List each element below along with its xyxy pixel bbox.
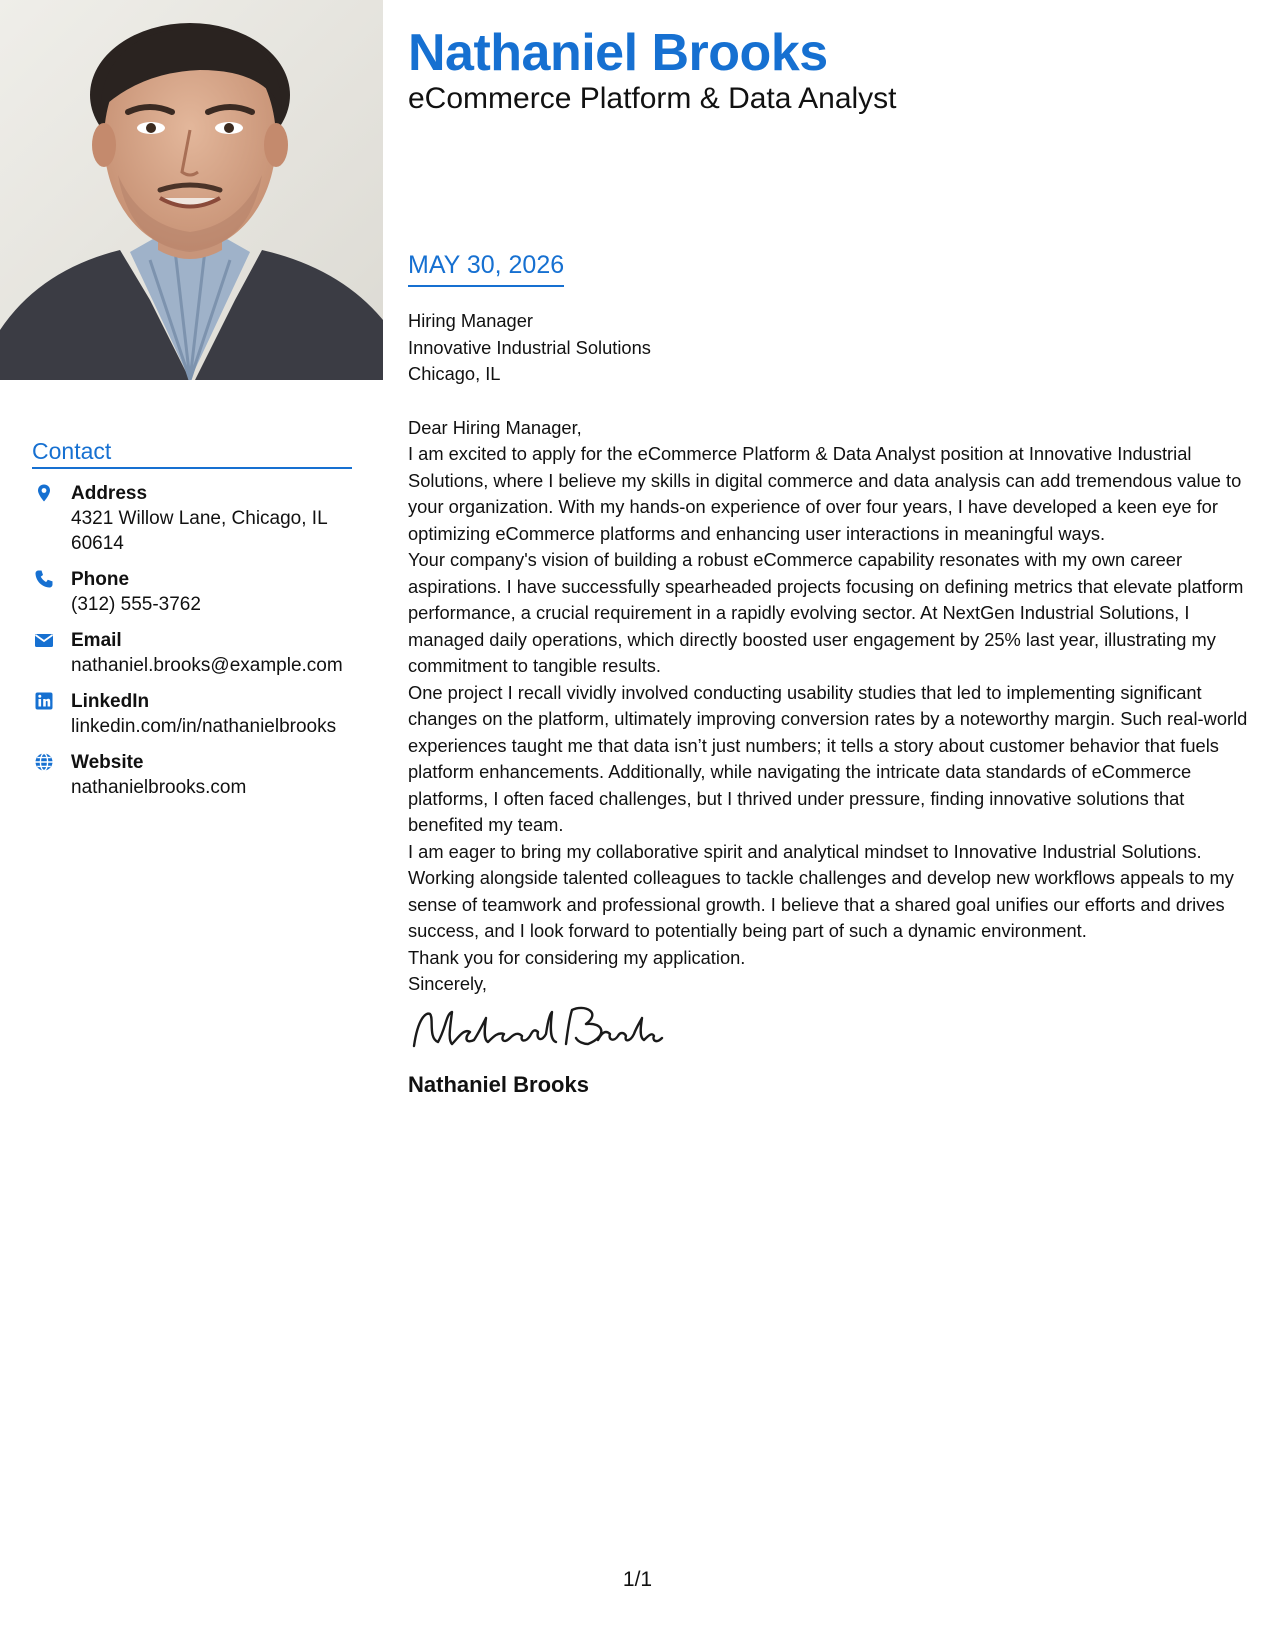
candidate-role: eCommerce Platform & Data Analyst — [408, 82, 897, 115]
contact-label: Phone — [71, 569, 130, 590]
contact-label: Website — [71, 752, 144, 773]
contact-item-website — [32, 750, 352, 800]
contact-item-address — [32, 481, 352, 556]
recipient-company: Innovative Industrial Solutions — [408, 336, 651, 358]
recipient-block — [408, 308, 1250, 388]
contact-value: (312) 555-3762 — [71, 594, 201, 615]
signature-image — [408, 998, 668, 1060]
contact-value: linkedin.com/in/nathanielbrooks — [71, 716, 337, 737]
page-number: 1/1 — [622, 1568, 653, 1591]
linkedin-icon — [34, 691, 54, 711]
recipient-location: Chicago, IL — [408, 363, 501, 384]
contact-label: Email — [71, 630, 122, 651]
recipient-title: Hiring Manager — [408, 310, 533, 331]
contact-value: 4321 Willow Lane, Chicago, IL 60614 — [71, 508, 327, 554]
signed-name: Nathaniel Brooks — [408, 1071, 589, 1097]
header — [408, 22, 1248, 116]
contact-item-linkedin — [32, 689, 352, 739]
contact-label: LinkedIn — [71, 691, 150, 712]
contact-section — [32, 438, 352, 811]
profile-photo — [0, 0, 383, 380]
globe-icon — [34, 752, 54, 772]
email-icon — [34, 630, 54, 650]
handwritten-signature — [408, 998, 1250, 1060]
candidate-name: Nathaniel Brooks — [408, 24, 828, 82]
contact-value: nathanielbrooks.com — [71, 777, 247, 798]
portrait-photo — [0, 0, 383, 380]
map-pin-icon — [34, 483, 54, 503]
contact-label: Address — [71, 483, 148, 504]
letter-body — [408, 308, 1250, 1098]
signoff: Sincerely, — [408, 973, 487, 994]
letter-paragraph: I am eager to bring my collaborative spirit and analytical mindset to Innovative Industrial Solutions. Working alongside talented colleagues to tackle challenges and develop new workflows appeals to my sense of teamwork and professional growth. I believe that a shared goal unifies our efforts and drives success, and I look forward to potentially being part of such a dynamic environment. — [408, 840, 1234, 941]
closing-thanks: Thank you for considering my application. — [408, 946, 746, 968]
letter-paragraph: One project I recall vividly involved conducting usability studies that led to implementing significant changes on the platform, ultimately improving conversion rates by a noteworthy margin. Such real-world experiences taught me that data isn’t just numbers; it tells a story about customer behavior that fuels platform enhancements. Additionally, while navigating the intricate data standards of eCommerce platforms, I often faced challenges, but I thrived under pressure, finding innovative solutions that benefited my team. — [408, 681, 1248, 835]
contact-heading: Contact — [32, 438, 352, 469]
contact-item-phone — [32, 567, 352, 617]
phone-icon — [34, 569, 54, 589]
contact-value: nathaniel.brooks@example.com — [71, 655, 343, 676]
contact-item-email — [32, 628, 352, 678]
letter-paragraph: Your company's vision of building a robust eCommerce capability resonates with my own career aspirations. I have successfully spearheaded projects focusing on defining metrics that elevate platform performance, a crucial requirement in a rapidly evolving sector. At NextGen Industrial Solutions, I managed daily operations, which directly boosted user engagement by 25% last year, illustrating my commitment to tangible results. — [408, 549, 1244, 676]
letter-date: MAY 30, 2026 — [408, 250, 564, 287]
salutation: Dear Hiring Manager, — [408, 416, 582, 438]
letter-paragraph: I am excited to apply for the eCommerce Platform & Data Analyst position at Innovative Industrial Solutions, where I believe my skills in digital commerce and data analysis can add tremendous value to your organization. With my hands-on experience of over four years, I have developed a keen eye for optimizing eCommerce platforms and enhancing user interactions in meaningful ways. — [408, 443, 1242, 544]
